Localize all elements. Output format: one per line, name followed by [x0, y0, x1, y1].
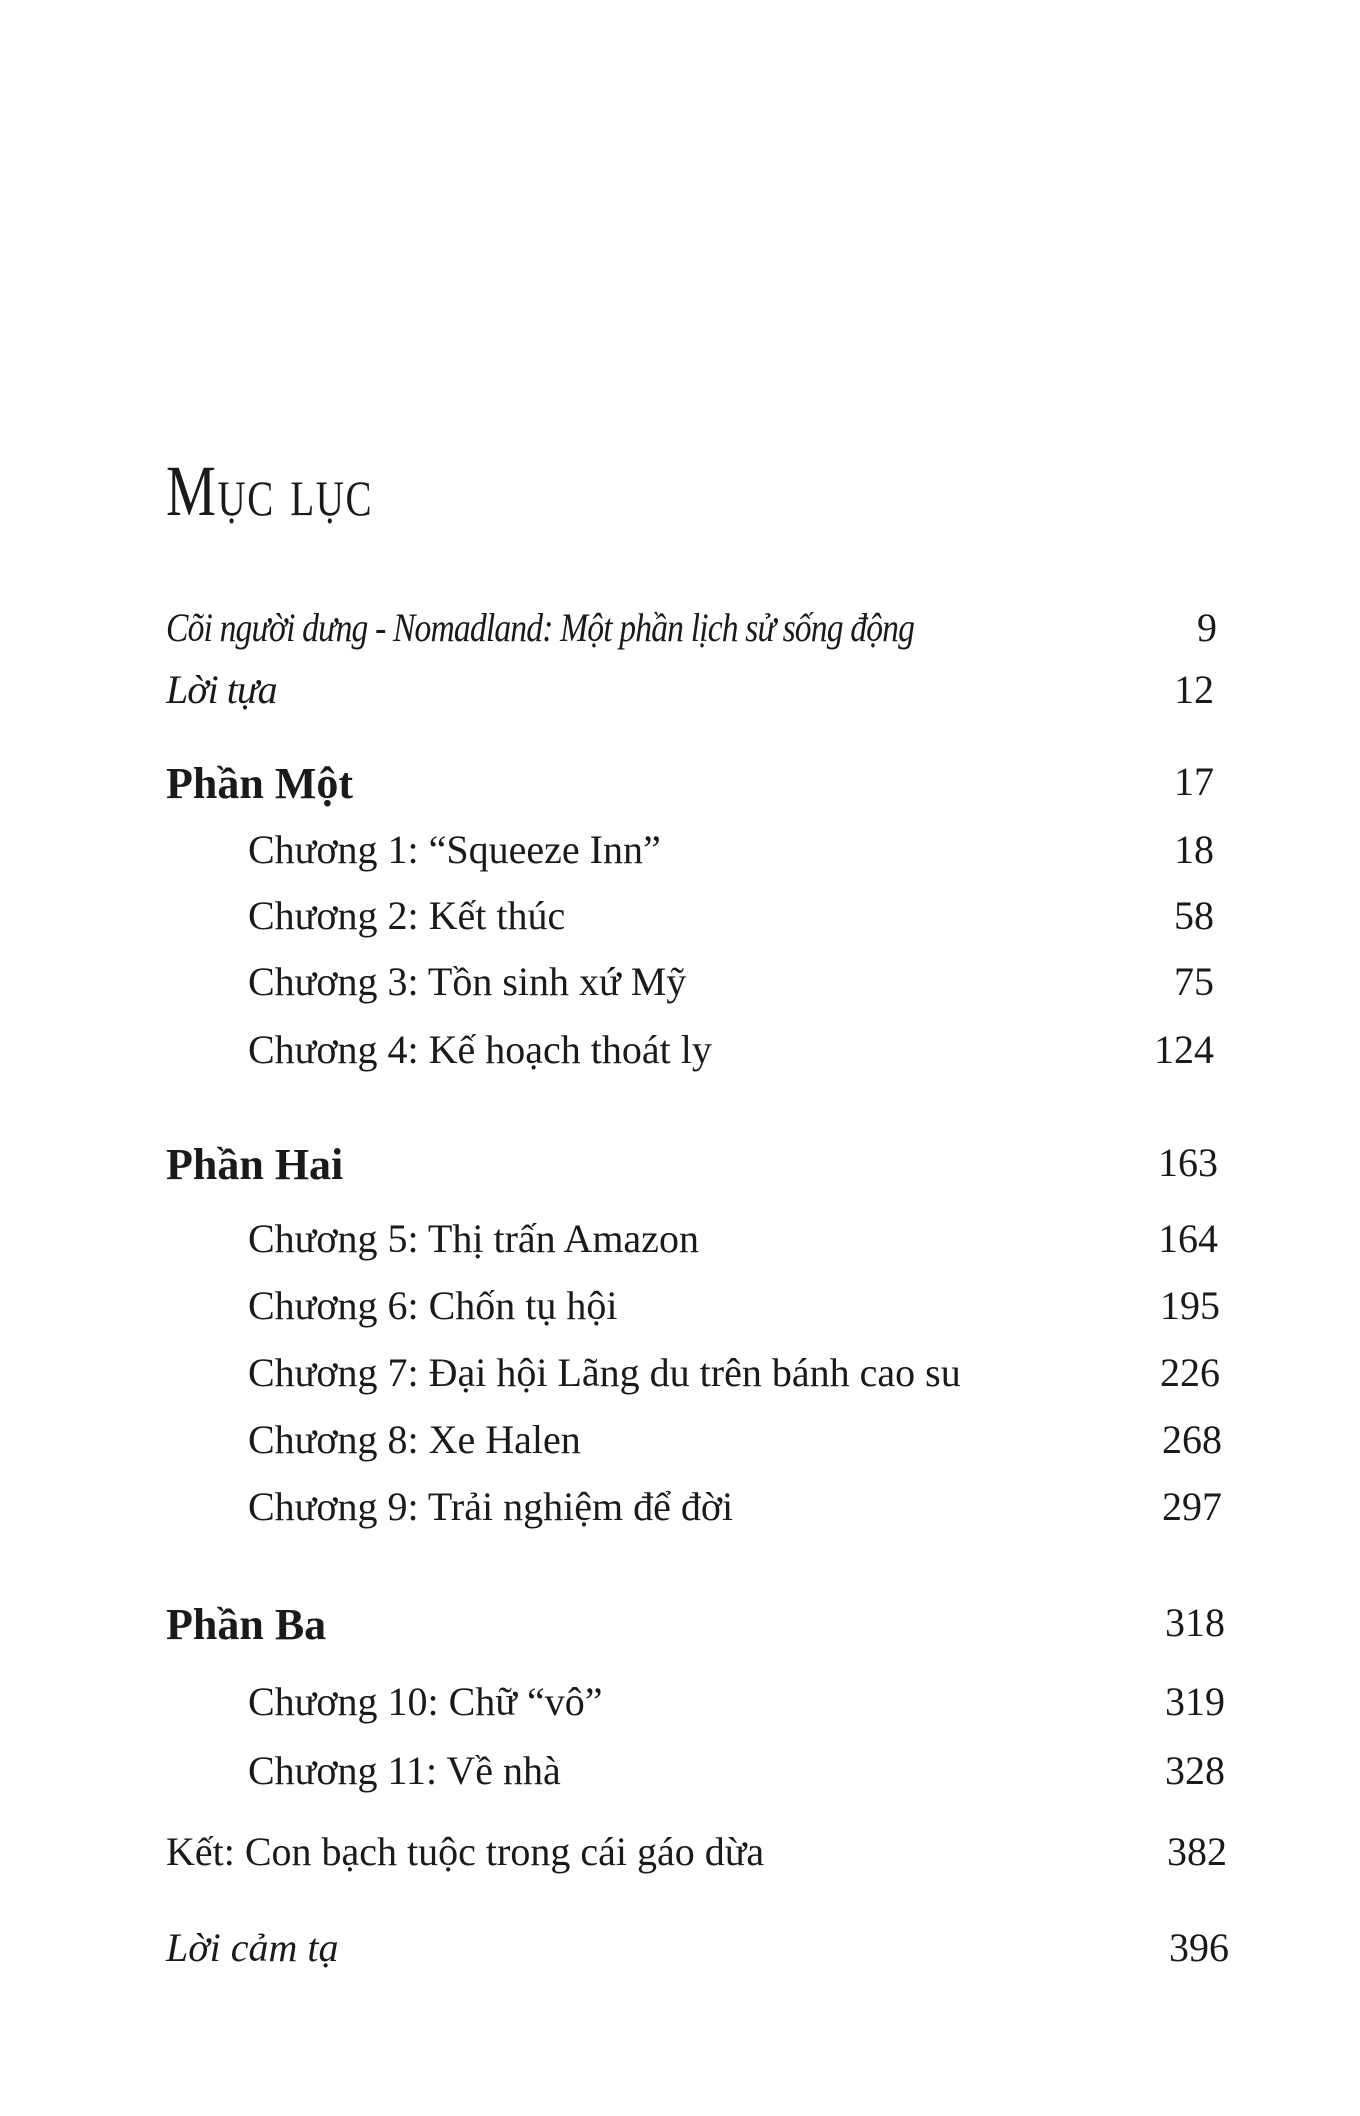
chapter-page: 124	[1154, 1027, 1214, 1072]
toc-chapter-10[interactable]	[0, 1679, 1360, 1742]
chapter-page: 297	[1162, 1484, 1222, 1529]
part-page: 163	[1158, 1140, 1218, 1185]
entry-label: Lời cảm tạ	[166, 1925, 339, 1970]
chapter-label: Chương 4: Kế hoạch thoát ly	[248, 1027, 712, 1072]
entry-page: 12	[1174, 667, 1214, 712]
entry-page: 9	[1197, 605, 1217, 650]
entry-page: 382	[1167, 1829, 1227, 1874]
chapter-label: Chương 1: “Squeeze Inn”	[248, 827, 661, 872]
toc-entry-epilogue[interactable]	[0, 1829, 1360, 1892]
chapter-page: 226	[1160, 1350, 1220, 1395]
toc-chapter-4[interactable]	[0, 1027, 1360, 1090]
toc-chapter-2[interactable]	[0, 893, 1360, 956]
chapter-page: 319	[1165, 1679, 1225, 1724]
toc-chapter-7[interactable]	[0, 1350, 1360, 1413]
chapter-page: 328	[1165, 1748, 1225, 1793]
toc-part-3[interactable]	[0, 1600, 1360, 1663]
toc-title: Mục lục	[166, 451, 374, 531]
entry-label: Lời tựa	[166, 667, 277, 712]
entry-page: 396	[1169, 1925, 1229, 1970]
part-label: Phần Hai	[166, 1140, 344, 1189]
toc-chapter-5[interactable]	[0, 1216, 1360, 1279]
toc-chapter-9[interactable]	[0, 1484, 1360, 1547]
toc-part-2[interactable]	[0, 1140, 1360, 1203]
chapter-label: Chương 6: Chốn tụ hội	[248, 1283, 618, 1328]
chapter-label: Chương 3: Tồn sinh xứ Mỹ	[248, 959, 687, 1004]
part-page: 318	[1165, 1600, 1225, 1645]
chapter-label: Chương 10: Chữ “vô”	[248, 1679, 603, 1724]
chapter-label: Chương 5: Thị trấn Amazon	[248, 1216, 699, 1261]
toc-chapter-1[interactable]	[0, 827, 1360, 890]
chapter-page: 58	[1174, 893, 1214, 938]
chapter-label: Chương 11: Về nhà	[248, 1748, 561, 1793]
chapter-page: 268	[1162, 1417, 1222, 1462]
part-page: 17	[1174, 759, 1214, 804]
toc-chapter-3[interactable]	[0, 959, 1360, 1022]
chapter-page: 164	[1158, 1216, 1218, 1261]
entry-label: Cõi người dưng - Nomadland: Một phần lịch sử sống động	[166, 605, 915, 650]
toc-entry-preface[interactable]	[0, 667, 1360, 730]
toc-entry-foreword[interactable]	[0, 605, 1360, 668]
chapter-page: 195	[1160, 1283, 1220, 1328]
toc-chapter-11[interactable]	[0, 1748, 1360, 1811]
chapter-label: Chương 8: Xe Halen	[248, 1417, 581, 1462]
toc-chapter-6[interactable]	[0, 1283, 1360, 1346]
chapter-label: Chương 9: Trải nghiệm để đời	[248, 1484, 734, 1529]
toc-part-1[interactable]	[0, 759, 1360, 822]
part-label: Phần Ba	[166, 1600, 327, 1649]
chapter-page: 18	[1174, 827, 1214, 872]
chapter-label: Chương 7: Đại hội Lãng du trên bánh cao su	[248, 1350, 961, 1395]
toc-entry-acknowledgements[interactable]	[0, 1925, 1360, 1988]
part-label: Phần Một	[166, 759, 353, 808]
toc-chapter-8[interactable]	[0, 1417, 1360, 1480]
chapter-label: Chương 2: Kết thúc	[248, 893, 566, 938]
chapter-page: 75	[1174, 959, 1214, 1004]
entry-label: Kết: Con bạch tuộc trong cái gáo dừa	[166, 1829, 765, 1874]
